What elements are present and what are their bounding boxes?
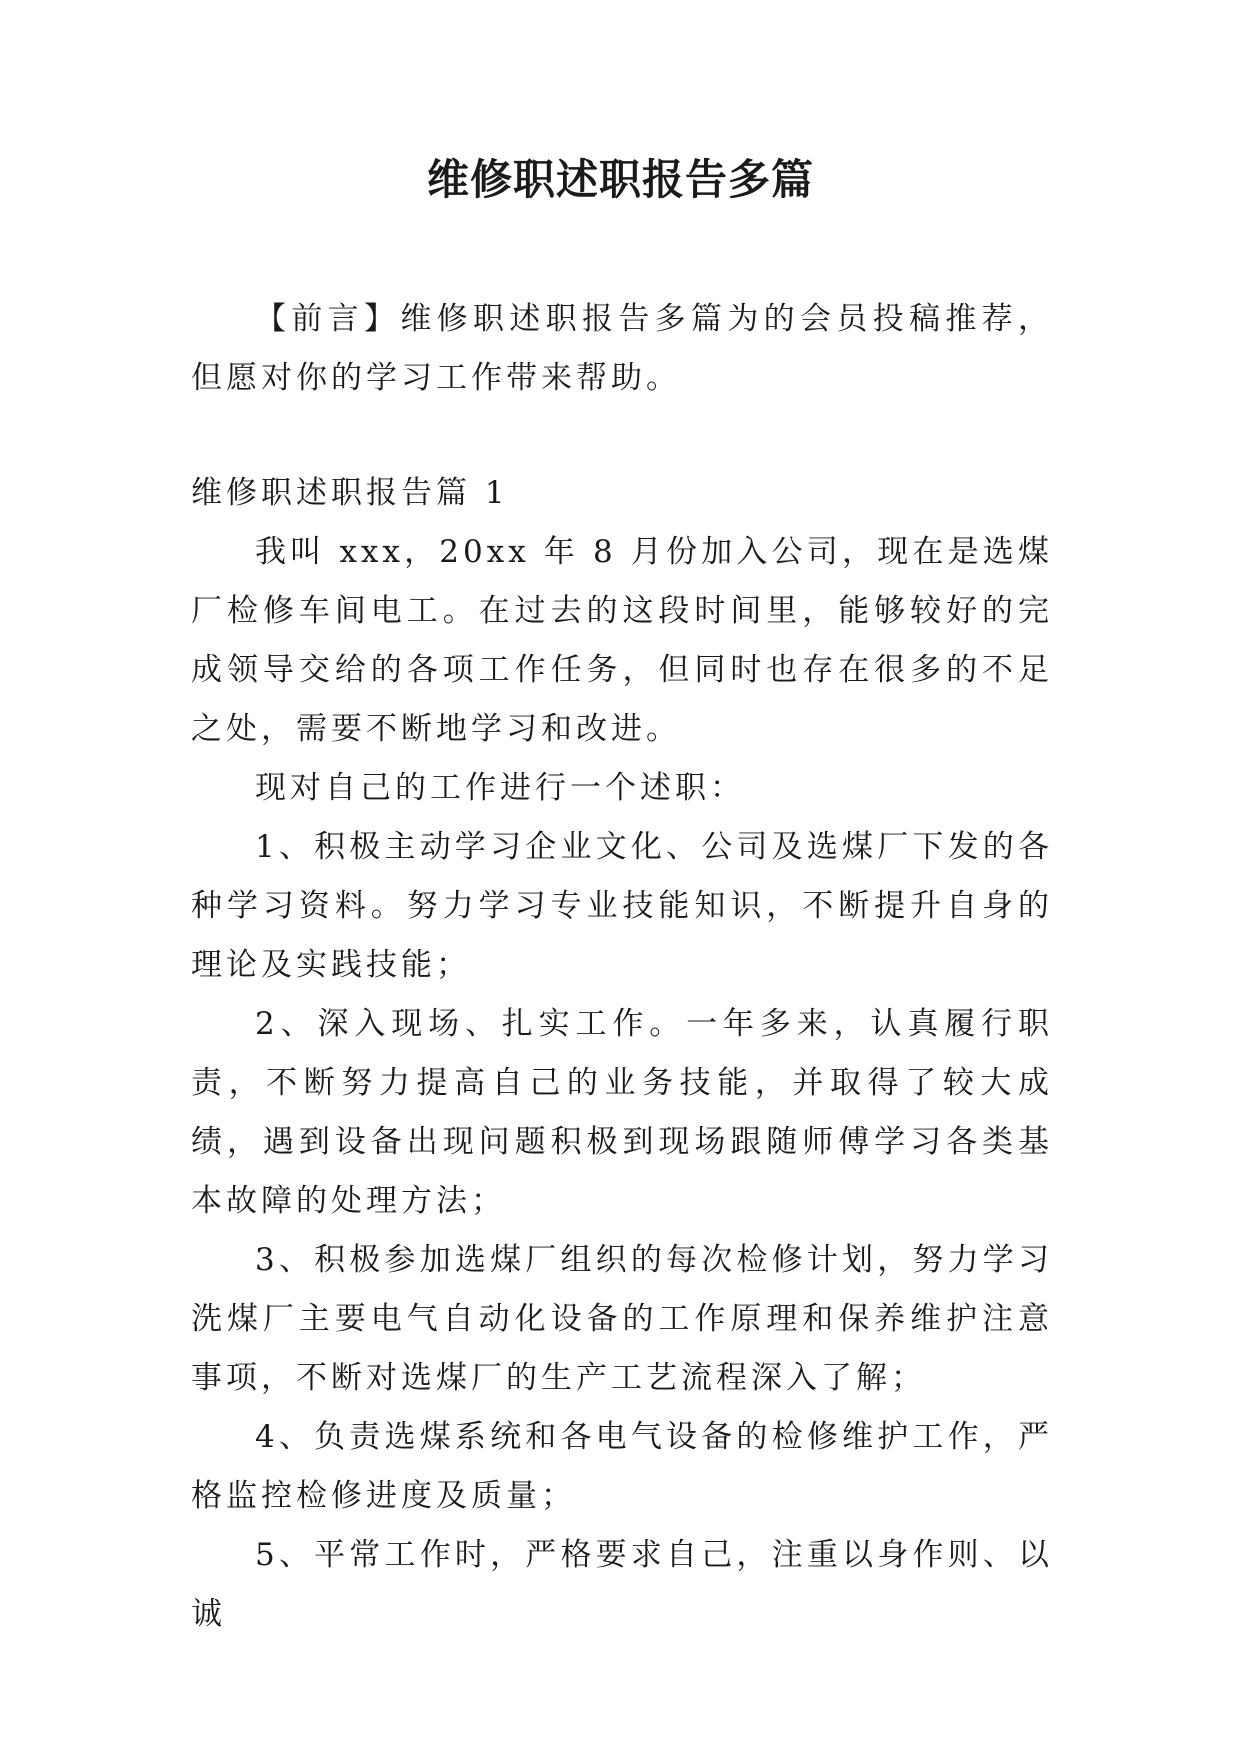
body-paragraph: 1、积极主动学习企业文化、公司及选煤厂下发的各种学习资料。努力学习专业技能知识，不断提升自身的理论及实践技能； [191,829,1053,983]
preface-paragraph: 【前言】维修职述职报告多篇为的会员投稿推荐，但愿对你的学习工作带来帮助。 [191,301,1053,396]
body-paragraph: 3、积极参加选煤厂组织的每次检修计划，努力学习洗煤厂主要电气自动化设备的工作原理和保养维护注意事项，不断对选煤厂的生产工艺流程深入了解； [191,1242,1053,1396]
body-paragraph: 我叫 xxx，20xx 年 8 月份加入公司，现在是选煤厂检修车间电工。在过去的这段时间里，能够较好的完成领导交给的各项工作任务，但同时也存在很多的不足之处，需要不断地学习和改进。 [191,534,1053,747]
section-heading: 维修职述职报告篇 1 [191,475,509,511]
document-body [191,290,1053,1644]
body-paragraph: 5、平常工作时，严格要求自己，注重以身作则、以诚 [191,1537,1053,1632]
page-title: 维修职述职报告多篇 [426,155,814,204]
body-paragraph: 2、深入现场、扎实工作。一年多来，认真履行职责，不断努力提高自己的业务技能，并取得了较大成绩，遇到设备出现问题积极到现场跟随师傅学习各类基本故障的处理方法； [191,1006,1053,1219]
spacer [191,408,1053,464]
body-paragraph: 现对自己的工作进行一个述职： [255,770,745,806]
body-paragraph: 4、负责选煤系统和各电气设备的检修维护工作，严格监控检修进度及质量； [191,1419,1053,1514]
